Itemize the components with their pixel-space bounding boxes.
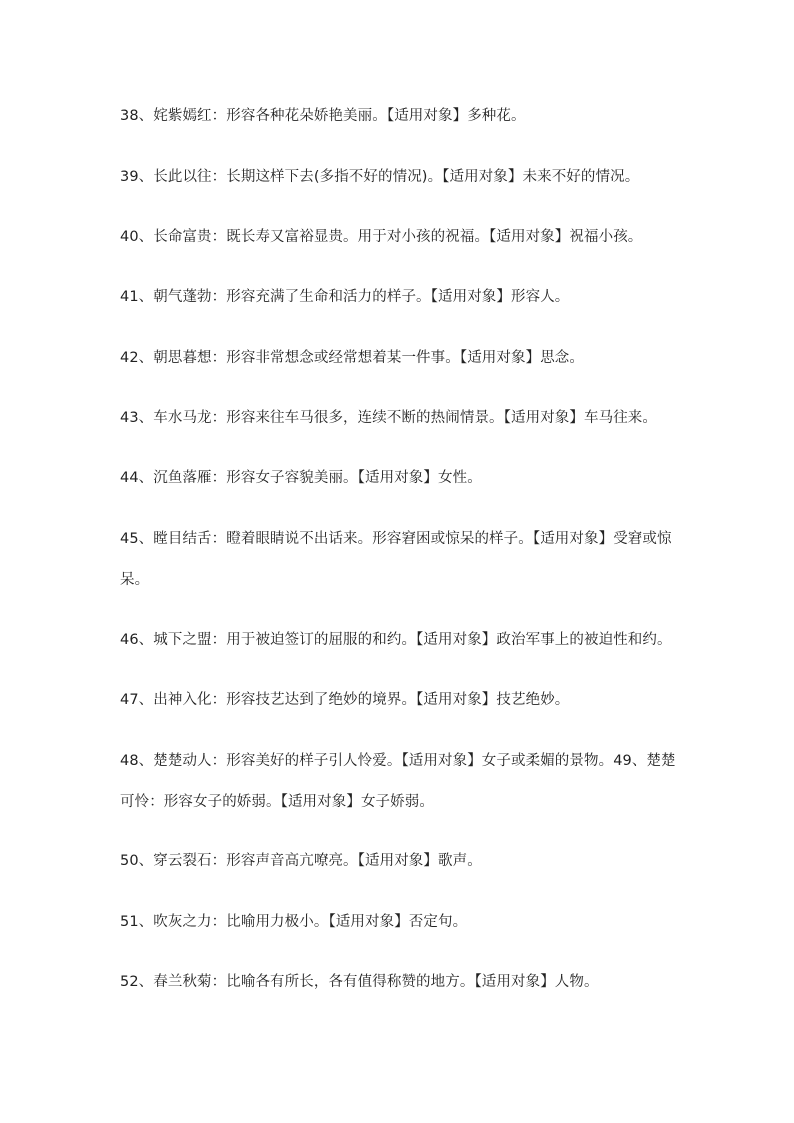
idiom-entry-39: 39、长此以往：长期这样下去(多指不好的情况)。【适用对象】未来不好的情况。 <box>120 169 640 185</box>
idiom-entry-51: 51、吹灰之力：比喻用力极小。【适用对象】否定句。 <box>120 914 468 930</box>
idiom-entry-44: 44、沉鱼落雁：形容女子容貌美丽。【适用对象】女性。 <box>120 470 482 486</box>
idiom-entry-41: 41、朝气蓬勃：形容充满了生命和活力的样子。【适用对象】形容人。 <box>120 289 570 305</box>
idiom-entry-52: 52、春兰秋菊：比喻各有所长，各有值得称赞的地方。【适用对象】人物。 <box>120 974 599 990</box>
idiom-entry-38: 38、姹紫嫣红：形容各种花朵娇艳美丽。【适用对象】多种花。 <box>120 108 526 124</box>
idiom-entry-48-49: 48、楚楚动人：形容美好的样子引人怜爱。【适用对象】女子或柔媚的景物。49、楚楚可怜：形容女子的娇弱。【适用对象】女子娇弱。 <box>120 753 676 810</box>
idiom-entry-43: 43、车水马龙：形容来往车马很多，连续不断的热闹情景。【适用对象】车马往来。 <box>120 410 657 426</box>
idiom-entry-45: 45、瞠目结舌：瞪着眼睛说不出话来。形容窘困或惊呆的样子。【适用对象】受窘或惊呆。 <box>120 531 672 588</box>
idiom-entry-40: 40、长命富贵：既长寿又富裕显贵。用于对小孩的祝福。【适用对象】祝福小孩。 <box>120 229 643 245</box>
idiom-entry-47: 47、出神入化：形容技艺达到了绝妙的境界。【适用对象】技艺绝妙。 <box>120 692 570 708</box>
idiom-entry-46: 46、城下之盟：用于被迫签订的屈服的和约。【适用对象】政治军事上的被迫性和约。 <box>120 632 672 648</box>
idiom-entry-42: 42、朝思暮想：形容非常想念或经常想着某一件事。【适用对象】思念。 <box>120 350 584 366</box>
idiom-entry-50: 50、穿云裂石：形容声音高亢嘹亮。【适用对象】歌声。 <box>120 853 482 869</box>
